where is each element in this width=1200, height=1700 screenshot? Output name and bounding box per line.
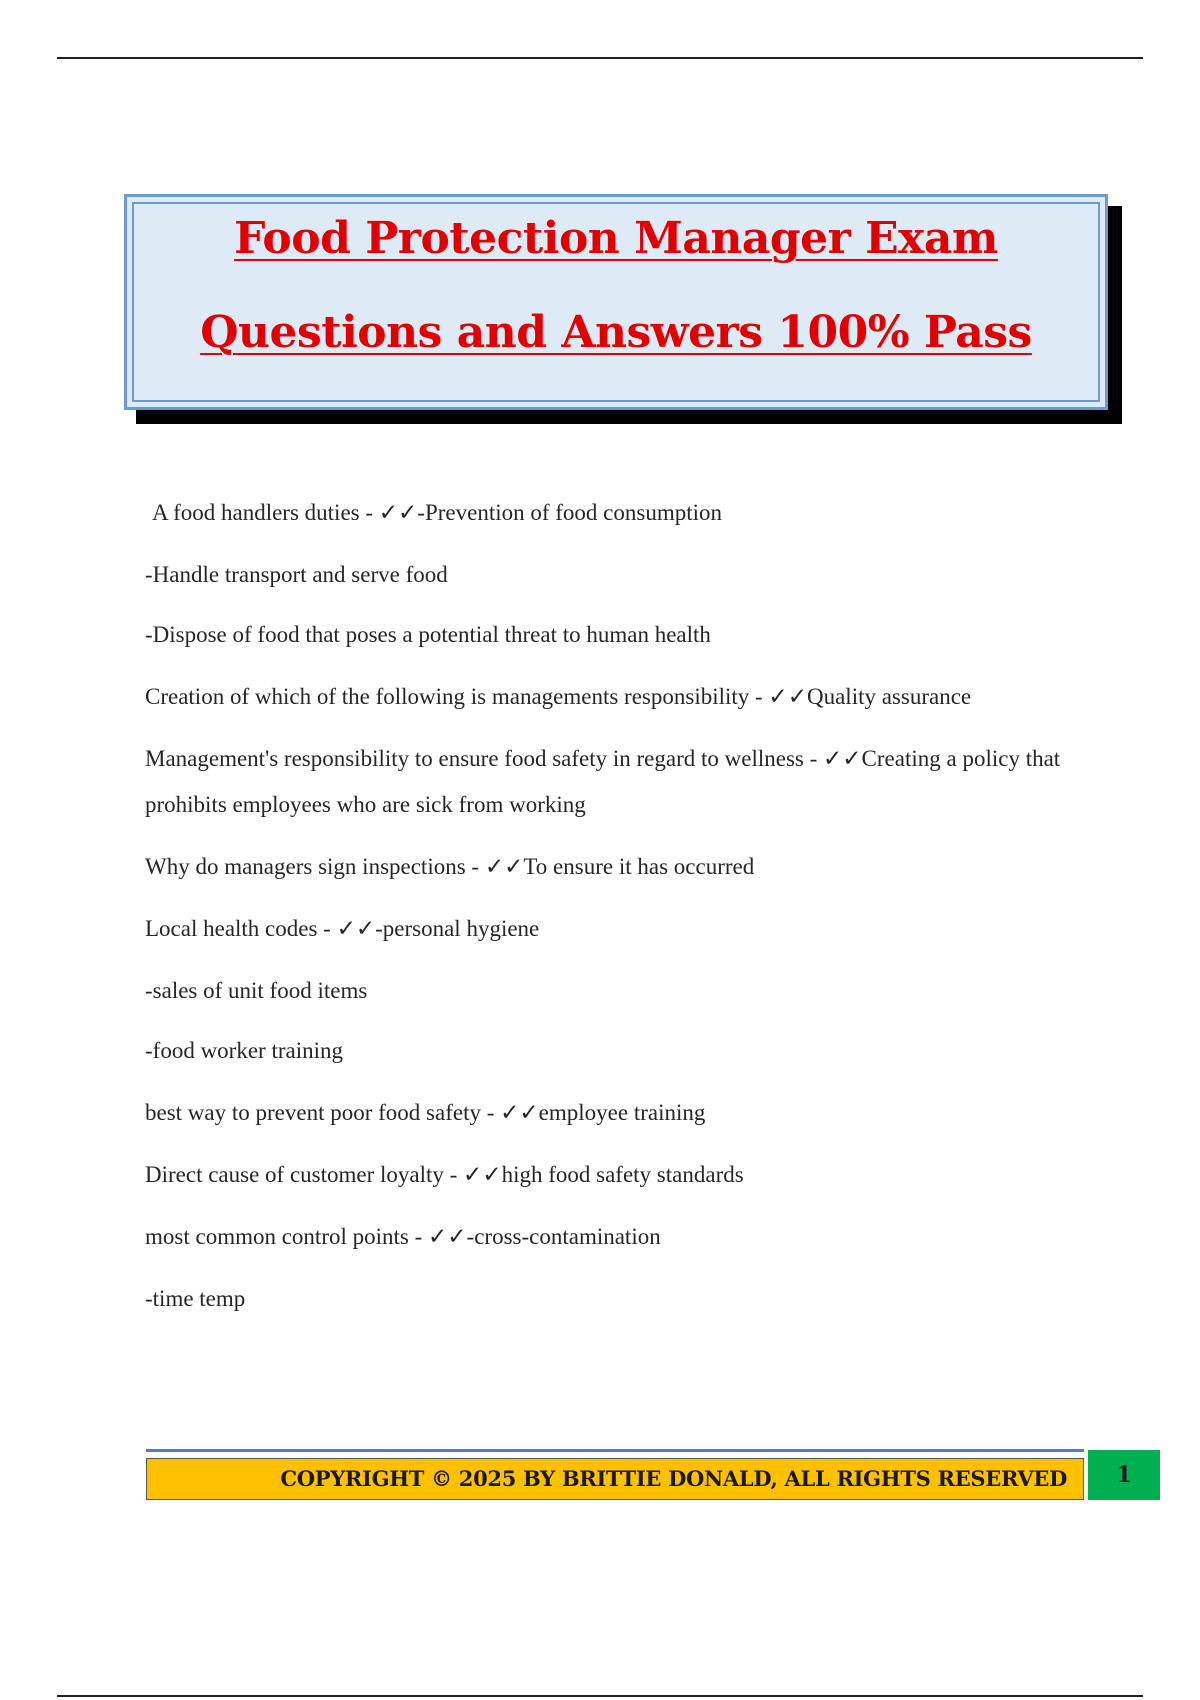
footer-top-rule — [146, 1449, 1084, 1452]
document-title-line-1: Food Protection Manager Exam — [234, 213, 998, 264]
bottom-rule — [57, 1695, 1143, 1697]
qa-paragraph: best way to prevent poor food safety - ✓✓employee training — [145, 1100, 706, 1125]
qa-paragraph: Local health codes - ✓✓-personal hygiene — [145, 916, 540, 941]
page-number-badge: 1 — [1088, 1450, 1160, 1500]
copyright-bar: COPYRIGHT © 2025 BY BRITTIE DONALD, ALL RIGHTS RESERVED — [146, 1458, 1084, 1500]
qa-content — [145, 490, 1105, 1338]
qa-paragraph: -time temp — [145, 1286, 246, 1311]
top-rule — [57, 57, 1143, 59]
document-title-line-2: Questions and Answers 100% Pass — [200, 307, 1032, 358]
qa-paragraph: Management's responsibility to ensure food safety in regard to wellness - ✓✓Creating a policy that prohibits employees who are sick from working — [145, 746, 1061, 817]
qa-paragraph: Why do managers sign inspections - ✓✓To ensure it has occurred — [145, 854, 755, 879]
qa-paragraph: Direct cause of customer loyalty - ✓✓high food safety standards — [145, 1162, 744, 1187]
qa-paragraph: Creation of which of the following is managements responsibility - ✓✓Quality assurance — [145, 684, 972, 709]
qa-paragraph: -Dispose of food that poses a potential threat to human health — [145, 622, 711, 647]
qa-paragraph: A food handlers duties - ✓✓-Prevention of food consumption — [152, 500, 723, 525]
qa-paragraph: most common control points - ✓✓-cross-contamination — [145, 1224, 661, 1249]
qa-paragraph: -food worker training — [145, 1038, 343, 1063]
title-box — [124, 194, 1108, 410]
qa-paragraph: -sales of unit food items — [145, 978, 368, 1003]
qa-paragraph: -Handle transport and serve food — [145, 562, 448, 587]
